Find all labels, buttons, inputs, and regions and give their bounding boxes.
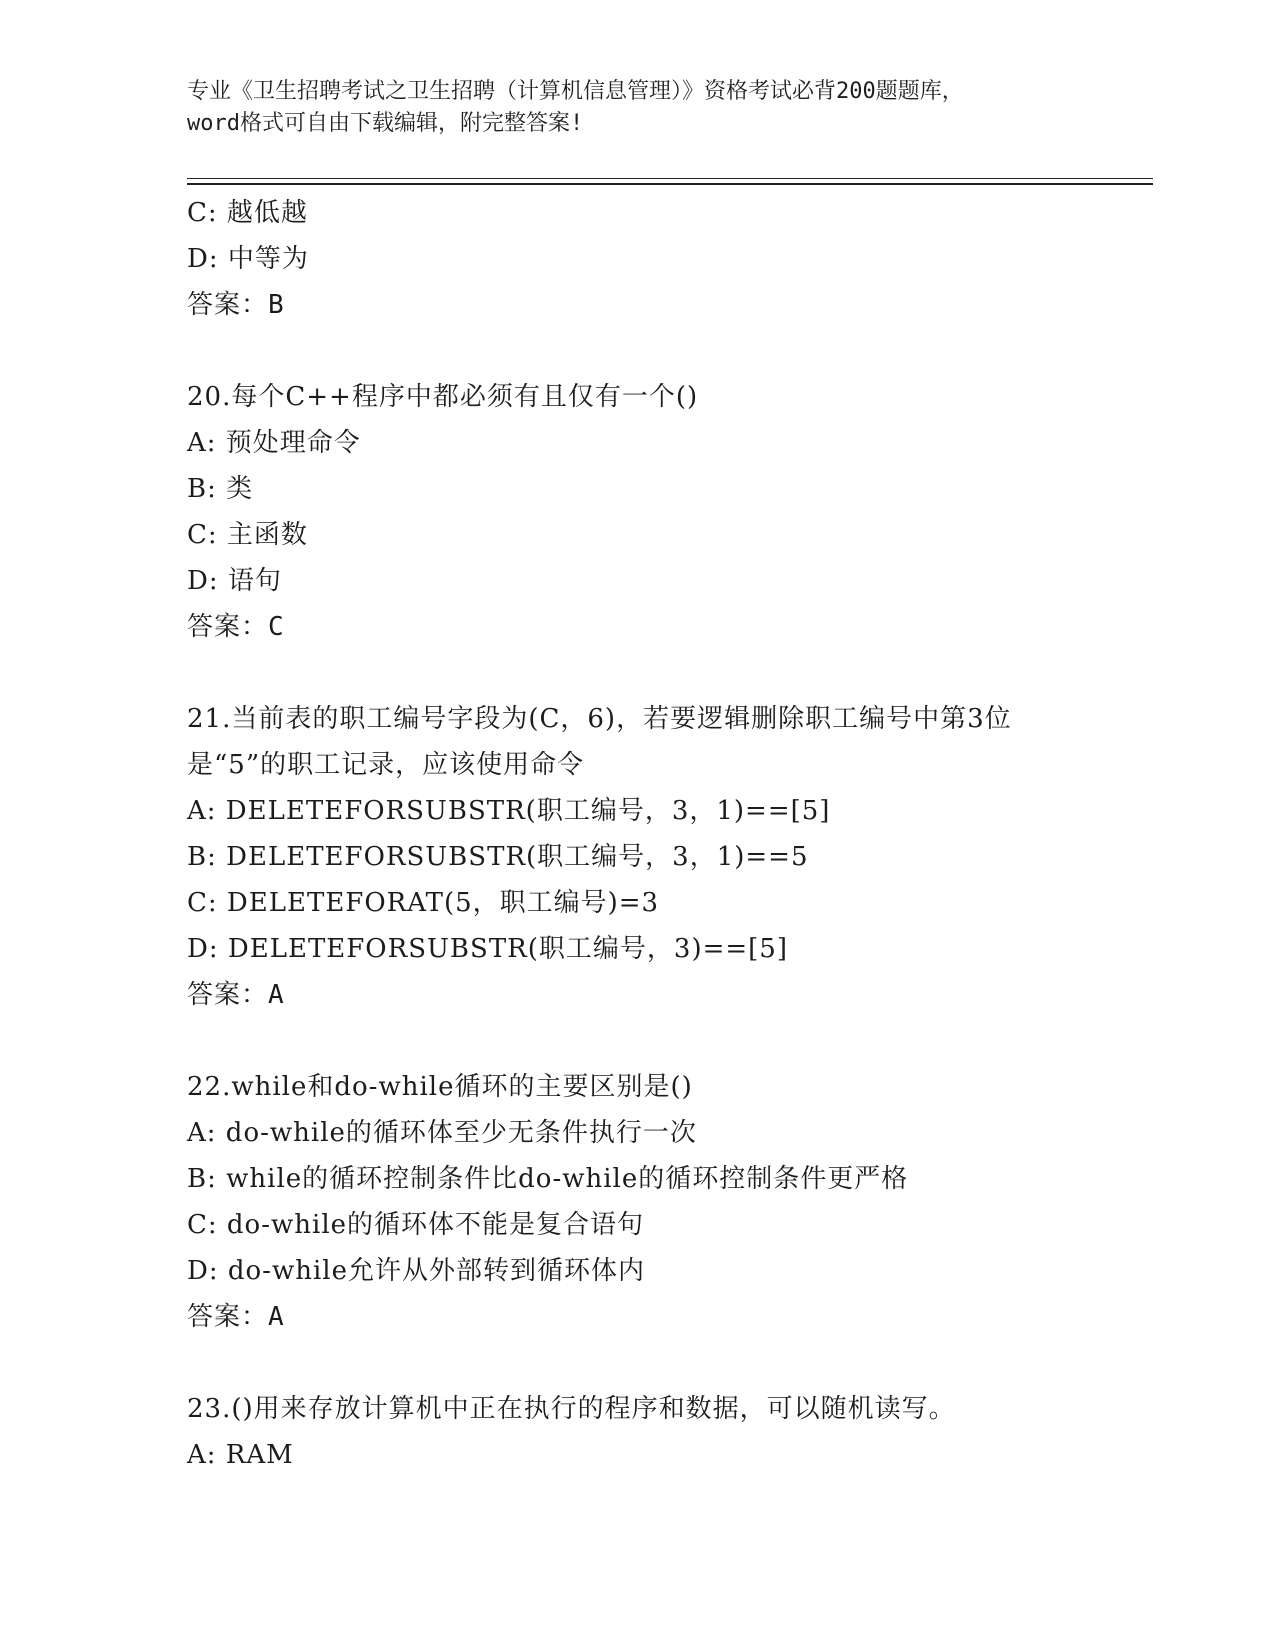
option-d: D: 中等为 bbox=[187, 244, 309, 274]
spacer bbox=[187, 1340, 1087, 1386]
option-b: B: DELETEFORSUBSTR(职工编号，3，1)==5 bbox=[187, 842, 809, 872]
answer-line bbox=[187, 604, 1087, 650]
answer-label: 答案： bbox=[187, 980, 269, 1010]
option-a: A: do-while的循环体至少无条件执行一次 bbox=[187, 1118, 697, 1148]
header-rule-thin bbox=[187, 178, 1153, 179]
question-21 bbox=[187, 696, 1087, 1018]
option-a: A: 预处理命令 bbox=[187, 428, 361, 458]
answer-value: B bbox=[268, 290, 285, 320]
question-text-line-2: 是“5”的职工记录，应该使用命令 bbox=[187, 750, 585, 780]
question-22 bbox=[187, 1064, 1087, 1340]
option-c: C: 越低越 bbox=[187, 198, 308, 228]
question-20 bbox=[187, 374, 1087, 650]
answer-line bbox=[187, 282, 1087, 328]
option-a: A: DELETEFORSUBSTR(职工编号，3，1)==[5] bbox=[187, 796, 831, 826]
header-rule-thick bbox=[187, 183, 1153, 185]
question-text-line-1: 21.当前表的职工编号字段为(C，6)，若要逻辑删除职工编号中第3位 bbox=[187, 704, 1012, 734]
option-c: C: 主函数 bbox=[187, 520, 308, 550]
question-23 bbox=[187, 1386, 1087, 1478]
answer-line bbox=[187, 972, 1087, 1018]
option-a: A: RAM bbox=[187, 1440, 294, 1470]
option-d: D: do-while允许从外部转到循环体内 bbox=[187, 1256, 645, 1286]
option-b: B: 类 bbox=[187, 474, 254, 504]
answer-label: 答案： bbox=[187, 290, 269, 320]
document-header bbox=[187, 76, 1087, 140]
question-text: 22.while和do-while循环的主要区别是() bbox=[187, 1072, 693, 1102]
question-text: 23.()用来存放计算机中正在执行的程序和数据，可以随机读写。 bbox=[187, 1394, 956, 1424]
answer-value: C bbox=[268, 612, 285, 642]
spacer bbox=[187, 1018, 1087, 1064]
option-d: D: 语句 bbox=[187, 566, 282, 596]
answer-value: A bbox=[268, 1302, 285, 1332]
document-body bbox=[187, 190, 1087, 1478]
question-text: 20.每个C++程序中都必须有且仅有一个() bbox=[187, 382, 699, 412]
answer-label: 答案： bbox=[187, 1302, 269, 1332]
question-19-tail bbox=[187, 190, 1087, 328]
option-c: C: DELETEFORAT(5，职工编号)=3 bbox=[187, 888, 660, 918]
option-d: D: DELETEFORSUBSTR(职工编号，3)==[5] bbox=[187, 934, 788, 964]
spacer bbox=[187, 650, 1087, 696]
answer-line bbox=[187, 1294, 1087, 1340]
option-c: C: do-while的循环体不能是复合语句 bbox=[187, 1210, 645, 1240]
answer-value: A bbox=[268, 980, 285, 1010]
answer-label: 答案： bbox=[187, 612, 269, 642]
header-line-2: word格式可自由下载编辑，附完整答案! bbox=[187, 111, 584, 136]
spacer bbox=[187, 328, 1087, 374]
option-b: B: while的循环控制条件比do-while的循环控制条件更严格 bbox=[187, 1164, 909, 1194]
header-line-1: 专业《卫生招聘考试之卫生招聘（计算机信息管理）》资格考试必背200题题库， bbox=[187, 79, 964, 104]
